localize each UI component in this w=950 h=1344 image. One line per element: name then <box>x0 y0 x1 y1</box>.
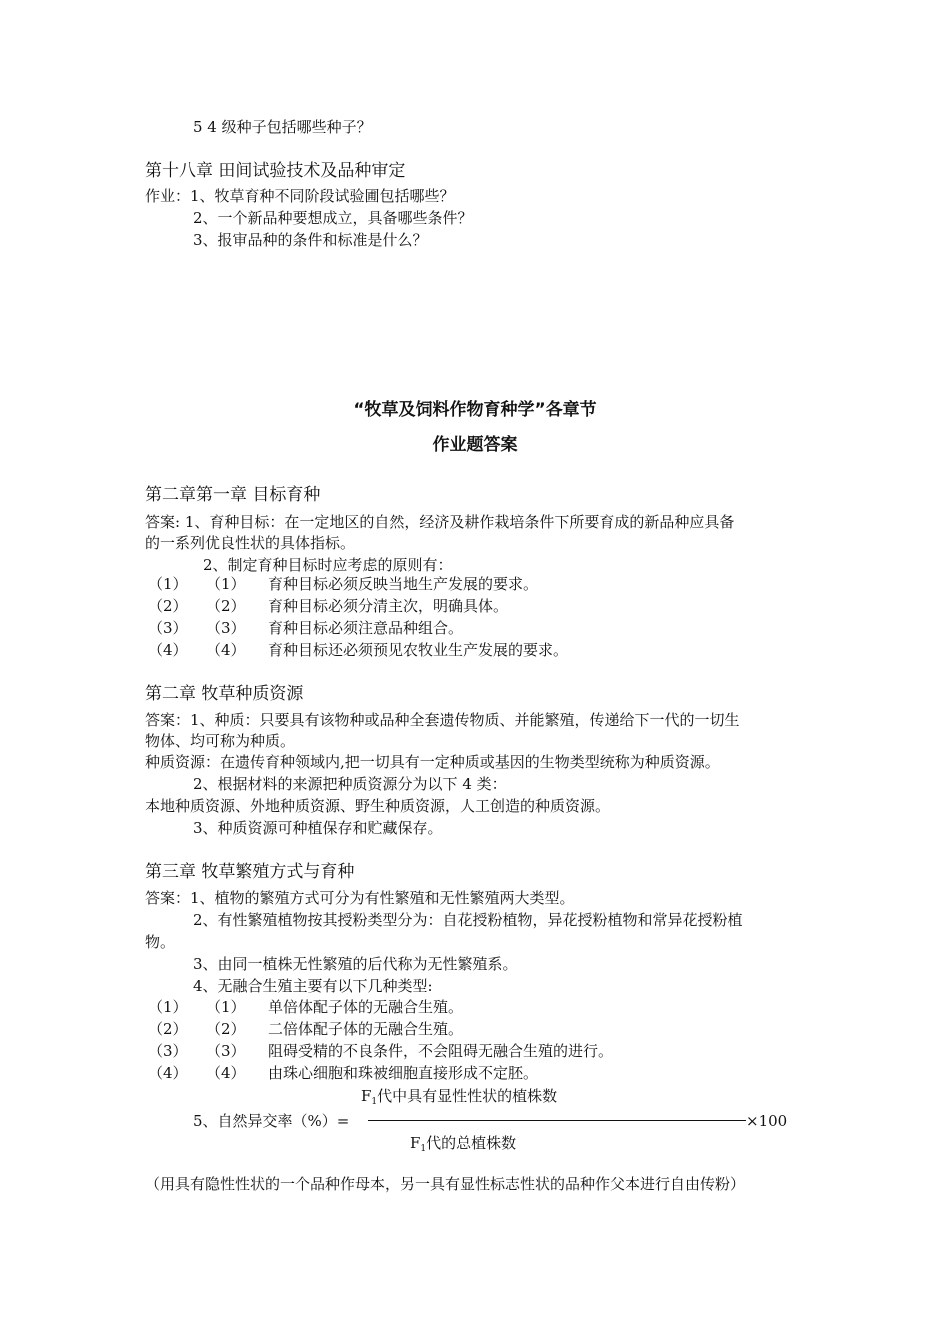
list-item <box>0 640 950 660</box>
denominator-text: 代的总植株数 <box>426 1134 517 1152</box>
answers-title-line2: 作业题答案 <box>432 435 518 455</box>
list-item-text: 育种目标必须注意品种组合。 <box>268 619 464 637</box>
list-item <box>0 574 950 594</box>
chapter-3-heading: 第三章 牧草繁殖方式与育种 <box>145 862 355 882</box>
list-number-inner: （2） <box>206 597 246 615</box>
list-item-text: 由珠心细胞和珠被细胞直接形成不定胚。 <box>268 1064 539 1082</box>
chapter-18-heading: 第十八章 田间试验技术及品种审定 <box>145 161 406 181</box>
denominator-f: F <box>410 1134 421 1152</box>
chapter-2-heading: 第二章 牧草种质资源 <box>145 684 304 704</box>
fraction-denominator <box>410 1133 516 1159</box>
list-number-inner: （2） <box>206 1020 246 1038</box>
list-item <box>0 1041 950 1061</box>
list-number-outer: （3） <box>148 619 188 637</box>
ch3-answer-1: 答案：1、植物的繁殖方式可分为有性繁殖和无性繁殖两大类型。 <box>145 889 575 907</box>
list-item-text: 阻碍受精的不良条件，不会阻碍无融合生殖的进行。 <box>268 1042 614 1060</box>
list-number-outer: （4） <box>148 1064 188 1082</box>
ch3-answer-4: 4、无融合生殖主要有以下几种类型: <box>193 977 433 995</box>
list-number-inner: （1） <box>206 998 246 1016</box>
fraction-bar <box>368 1120 746 1121</box>
ch2-definition: 种质资源：在遗传育种领域内,把一切具有一定种质或基因的生物类型统称为种质资源。 <box>145 753 720 771</box>
list-item-text: 育种目标必须分清主次，明确具体。 <box>268 597 509 615</box>
list-number-outer: （2） <box>148 597 188 615</box>
list-number-outer: （4） <box>148 641 188 659</box>
ch2-answer-1-line1: 答案：1、种质：只要具有该物种或品种全套遗传物质、并能繁殖，传递给下一代的一切生 <box>145 711 740 729</box>
list-item-text: 育种目标还必须预见农牧业生产发展的要求。 <box>268 641 569 659</box>
list-number-outer: （2） <box>148 1020 188 1038</box>
ch2-answer-3: 3、种质资源可种植保存和贮藏保存。 <box>193 819 443 837</box>
question-5-4: 5 4 级种子包括哪些种子？ <box>193 118 372 136</box>
ch3-answer-2-line1: 2、有性繁殖植物按其授粉类型分为：自花授粉植物，异花授粉植物和常异花授粉植 <box>193 911 743 929</box>
chapter-1-heading: 第二章第一章 目标育种 <box>145 485 321 505</box>
numerator-f: F <box>361 1087 372 1105</box>
list-item-text: 育种目标必须反映当地生产发展的要求。 <box>268 575 539 593</box>
list-item-text: 单倍体配子体的无融合生殖。 <box>268 998 464 1016</box>
list-number-outer: （1） <box>148 575 188 593</box>
list-item <box>0 997 950 1017</box>
ch2-answer-2: 2、根据材料的来源把种质资源分为以下 4 类： <box>193 775 507 793</box>
fraction-numerator <box>361 1086 557 1112</box>
list-number-inner: （3） <box>206 619 246 637</box>
list-item-text: 二倍体配子体的无融合生殖。 <box>268 1020 464 1038</box>
ch3-answer-3: 3、由同一植株无性繁殖的后代称为无性繁殖系。 <box>193 955 518 973</box>
list-item <box>0 1019 950 1039</box>
ch2-answer-2-list: 本地种质资源、外地种质资源、野生种质资源，人工创造的种质资源。 <box>145 797 611 815</box>
ch18-question-1: 作业：1、牧草育种不同阶段试验圃包括哪些？ <box>145 187 455 205</box>
list-number-outer: （3） <box>148 1042 188 1060</box>
list-number-inner: （1） <box>206 575 246 593</box>
ch3-note: （用具有隐性性状的一个品种作母本，另一具有显性标志性状的品种作父本进行自由传粉） <box>145 1175 746 1193</box>
ch1-answer-2: 2、制定育种目标时应考虑的原则有： <box>203 556 453 574</box>
ch18-question-3: 3、报审品种的条件和标准是什么？ <box>193 231 428 249</box>
list-item <box>0 1063 950 1083</box>
formula-label: 5、自然异交率（%）= <box>193 1112 350 1130</box>
list-number-outer: （1） <box>148 998 188 1016</box>
list-number-inner: （3） <box>206 1042 246 1060</box>
ch3-answer-2-line2: 物。 <box>145 933 176 951</box>
formula-multiplier: ×100 <box>746 1112 788 1130</box>
numerator-text: 代中具有显性性状的植株数 <box>377 1087 558 1105</box>
list-number-inner: （4） <box>206 1064 246 1082</box>
ch2-answer-1-line2: 物体、均可称为种质。 <box>145 732 296 750</box>
ch1-answer-1-line1: 答案: 1、育种目标：在一定地区的自然，经济及耕作栽培条件下所要育成的新品种应具备 <box>145 513 735 531</box>
ch18-question-2: 2、一个新品种要想成立，具备哪些条件？ <box>193 209 473 227</box>
ch1-answer-1-line2: 的一系列优良性状的具体指标。 <box>145 534 356 552</box>
list-item <box>0 618 950 638</box>
list-number-inner: （4） <box>206 641 246 659</box>
answers-title-line1: “牧草及饲料作物育种学”各章节 <box>353 400 597 420</box>
numerator-subscript: 1 <box>371 1097 378 1107</box>
denominator-subscript: 1 <box>420 1144 427 1154</box>
list-item <box>0 596 950 616</box>
